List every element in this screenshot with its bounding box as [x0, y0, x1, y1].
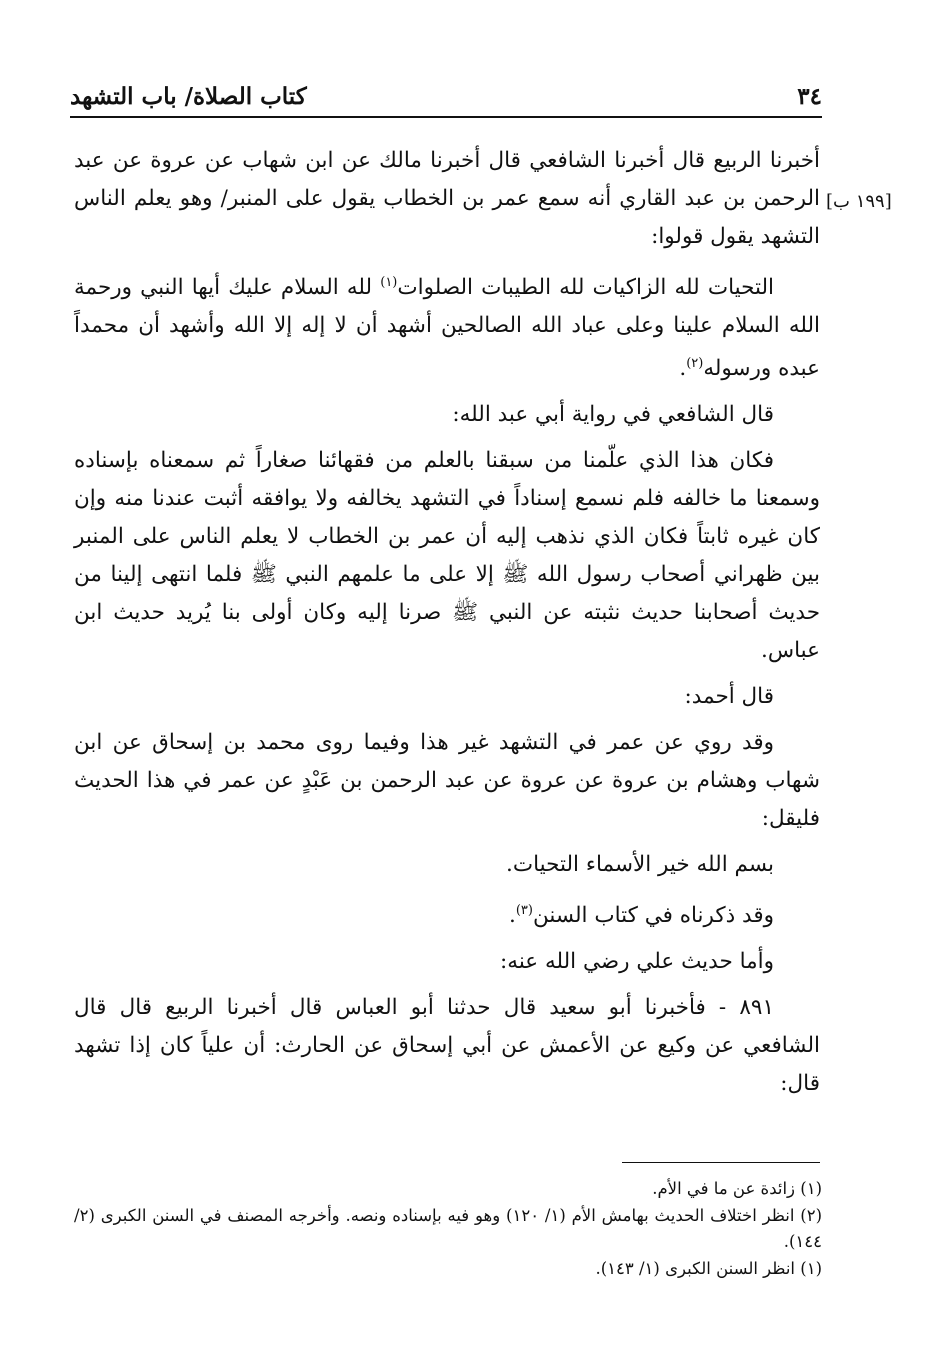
running-title: كتاب الصلاة/ باب التشهد: [70, 83, 307, 110]
footnote-ref-2: (٢): [686, 356, 704, 372]
header-rule: [70, 116, 822, 118]
paragraph-qala-ahmad: قال أحمد:: [684, 684, 774, 710]
footnote-ref-3: (٣): [515, 903, 533, 919]
tashahhud-text-rest: لله السلام عليك أيها النبي ورحمة الله السلام علينا وعلى عباد الله الصالحين أشهد أن لا إله إلا الله وأشهد أن محمداً عبده ورسوله: [74, 275, 820, 382]
paragraph-sunan-ref: [74, 892, 820, 935]
tashahhud-text-end: .: [679, 356, 687, 382]
paragraph-bismillah: بسم الله خير الأسماء التحيات.: [506, 852, 774, 878]
sunan-ref-text: وقد ذكرناه في كتاب السنن: [532, 903, 774, 929]
paragraph-tashahhud: [74, 264, 820, 388]
main-text: [74, 142, 820, 1111]
paragraph-shafii-comment: فكان هذا الذي علّمنا من سبقنا بالعلم من فقهائنا صغاراً ثم سمعناه بإسناده وسمعنا ما خالفه فلم نسمع إسناداً في التشهد يخالفه ولا يوافقه أثبت عندنا منه وإن كان غيره ثابتاً فكان الذي نذهب إليه أن عمر بن الخطاب لا يعلم الناس على المنبر بين ظهراني أصحاب رسول الله ﷺ إلا على ما علمهم النبي ﷺ فلما انتهى إلينا من حديث أصحابنا حديث نثبته عن النبي ﷺ صرنا إليه وكان أولى بنا يُريد حديث ابن عباس.: [74, 448, 820, 664]
footnote-rule: [622, 1162, 820, 1163]
paragraph-isnad: أخبرنا الربيع قال أخبرنا الشافعي قال أخبرنا مالك عن ابن شهاب عن عروة عن عبد الرحمن بن عبد القاري أنه سمع عمر بن الخطاب يقول على المنبر/ وهو يعلم الناس التشهد يقول قولوا:: [74, 148, 820, 249]
tashahhud-text-start: التحيات لله الزاكيات لله الطيبات الصلوات: [397, 275, 774, 301]
paragraph-umar-riwaya: وقد روي عن عمر في التشهد غير هذا وفيما روى محمد بن إسحاق عن ابن شهاب وهشام بن عروة عن عروة عن عبد الرحمن بن عَبْدٍ عن عمر في هذا الحديث فليقل:: [74, 730, 820, 832]
footnote-ref-1: (١): [380, 275, 398, 290]
paragraph-shafii-riwaya: قال الشافعي في رواية أبي عبد الله:: [452, 402, 774, 428]
footnotes: [74, 1176, 822, 1283]
footnote-item: (٢) انظر اختلاف الحديث بهامش الأم (١/ ١٢٠) وهو فيه بإسناده ونصه. وأخرجه المصنف في السنن الكبرى (٢/ ١٤٤).: [74, 1206, 822, 1251]
page-header: [70, 70, 822, 110]
page-number: ٣٤: [797, 83, 822, 110]
footnote-item: (١) زائدة عن ما في الأم.: [652, 1179, 822, 1198]
paragraph-ali-hadith: وأما حديث علي رضي الله عنه:: [500, 949, 774, 975]
paragraph-hadith-891: ٨٩١ - فأخبرنا أبو سعيد قال حدثنا أبو العباس قال أخبرنا الربيع قال قال الشافعي عن وكيع عن الأعمش عن أبي إسحاق عن الحارث: أن علياً كان إذا تشهد قال:: [74, 995, 820, 1097]
sunan-ref-end: .: [508, 903, 516, 929]
margin-manuscript-note: [١٩٩ ب]: [826, 191, 892, 212]
footnote-item: (١) انظر السنن الكبرى (١/ ١٤٣).: [595, 1259, 822, 1278]
